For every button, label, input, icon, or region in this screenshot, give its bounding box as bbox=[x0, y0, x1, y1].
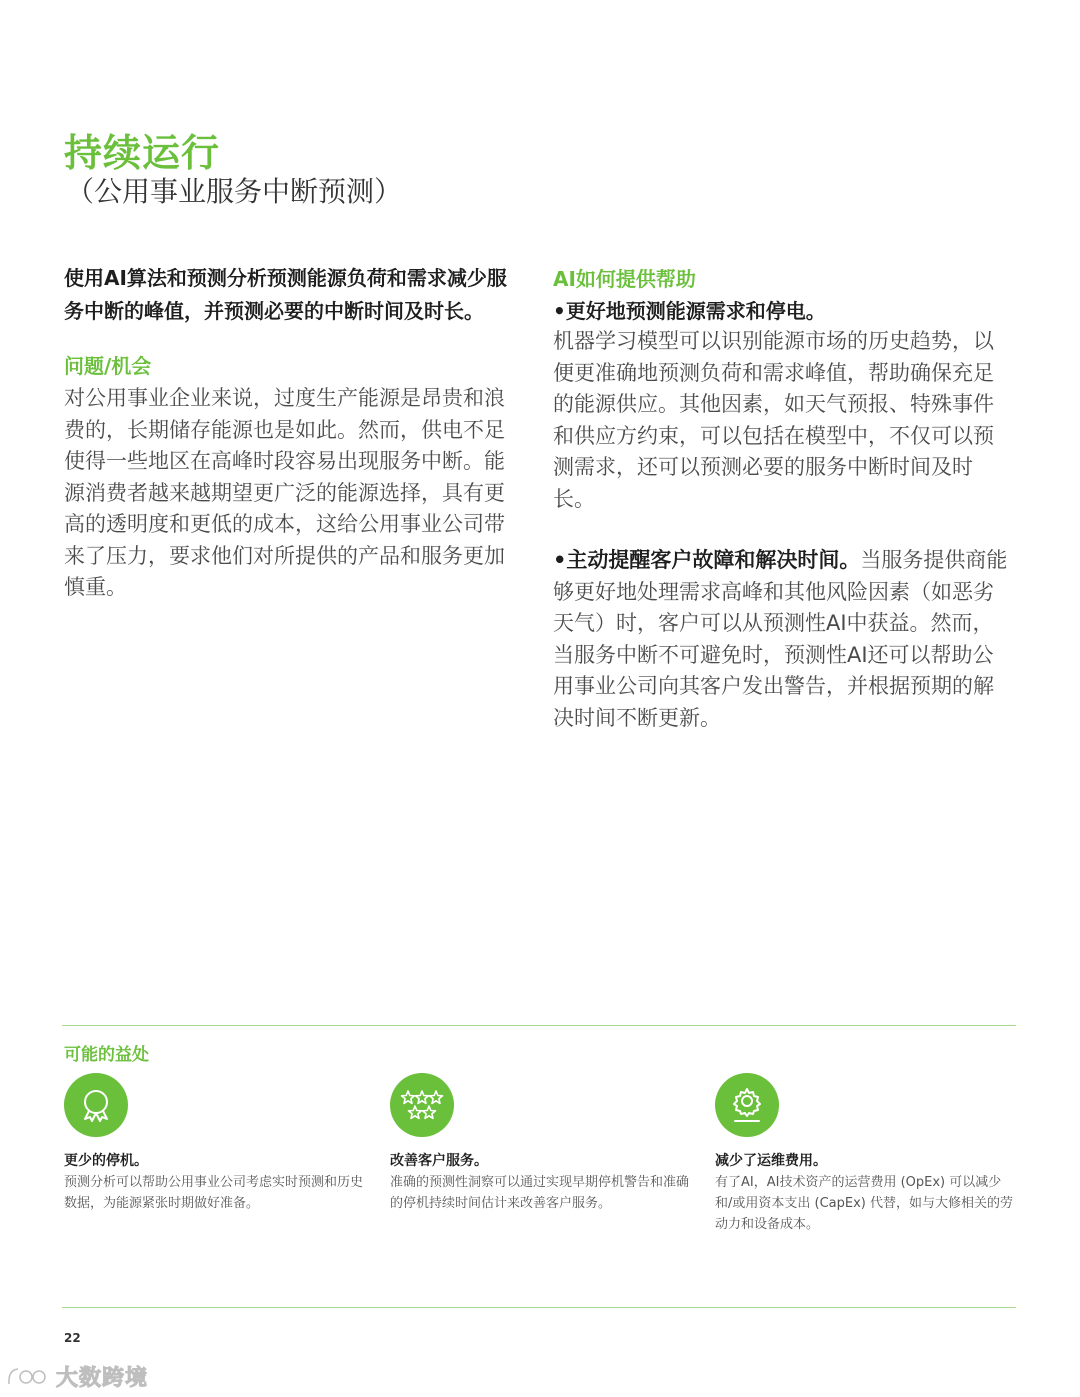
benefits-top-divider bbox=[62, 1025, 1016, 1026]
watermark-logo-icon bbox=[6, 1364, 50, 1390]
benefits-bottom-divider bbox=[62, 1307, 1016, 1308]
stars-icon bbox=[390, 1073, 454, 1137]
page-subtitle: （公用事业服务中断预测） bbox=[66, 175, 403, 208]
point2-title: •主动提醒客户故障和解决时间。 bbox=[553, 548, 861, 572]
benefit-item-downtime bbox=[64, 1073, 364, 1214]
benefit-title: 更少的停机。 bbox=[64, 1153, 148, 1169]
benefit-title: 减少了运维费用。 bbox=[715, 1153, 827, 1169]
watermark-text: 大数跨境 bbox=[56, 1366, 149, 1391]
left-column bbox=[64, 262, 514, 604]
point1-title: •更好地预测能源需求和停电。 bbox=[553, 299, 826, 323]
ai-help-heading: AI如何提供帮助 bbox=[553, 267, 696, 291]
page-number: 22 bbox=[64, 1331, 81, 1345]
benefit-item-costs bbox=[715, 1073, 1015, 1235]
benefit-item-service bbox=[390, 1073, 690, 1214]
right-column bbox=[553, 262, 1013, 734]
benefit-text: 预测分析可以帮助公用事业公司考虑实时预测和历史数据，为能源紧张时期做好准备。 bbox=[64, 1175, 364, 1211]
benefit-title: 改善客户服务。 bbox=[390, 1153, 488, 1169]
watermark bbox=[6, 1361, 148, 1392]
problem-heading: 问题/机会 bbox=[64, 354, 152, 378]
page-title: 持续运行 bbox=[64, 131, 221, 175]
benefits-heading: 可能的益处 bbox=[64, 1045, 149, 1065]
benefit-text: 准确的预测性洞察可以通过实现早期停机警告和准确的停机持续时间估计来改善客户服务。 bbox=[390, 1175, 690, 1211]
problem-text: 对公用事业企业来说，过度生产能源是昂贵和浪费的，长期储存能源也是如此。然而，供电不足使得一些地区在高峰时段容易出现服务中断。能源消费者越来越期望更广泛的能源选择，具有更高的透明度和更低的成本，这给公用事业公司带来了压力，要求他们对所提供的产品和服务更加慎重。 bbox=[64, 386, 505, 599]
award-badge-icon bbox=[64, 1073, 128, 1137]
point2-text: 当服务提供商能够更好地处理需求高峰和其他风险因素（如恶劣天气）时，客户可以从预测性AI中获益。然而，当服务中断不可避免时，预测性AI还可以帮助公用事业公司向其客户发出警告，并根据预期的解决时间不断更新。 bbox=[553, 548, 1008, 730]
point1-text: 机器学习模型可以识别能源市场的历史趋势，以便更准确地预测负荷和需求峰值，帮助确保充足的能源供应。其他因素，如天气预报、特殊事件和供应方约束，可以包括在模型中，不仅可以预测需求，还可以预测必要的服务中断时间及时长。 bbox=[553, 329, 994, 511]
benefit-text: 有了AI，AI技术资产的运营费用 (OpEx) 可以减少和/或用资本支出 (CapEx) 代替，如与大修相关的劳动力和设备成本。 bbox=[715, 1175, 1013, 1232]
lead-paragraph: 使用AI算法和预测分析预测能源负荷和需求减少服务中断的峰值，并预测必要的中断时间及时长。 bbox=[64, 266, 507, 323]
gear-icon bbox=[715, 1073, 779, 1137]
